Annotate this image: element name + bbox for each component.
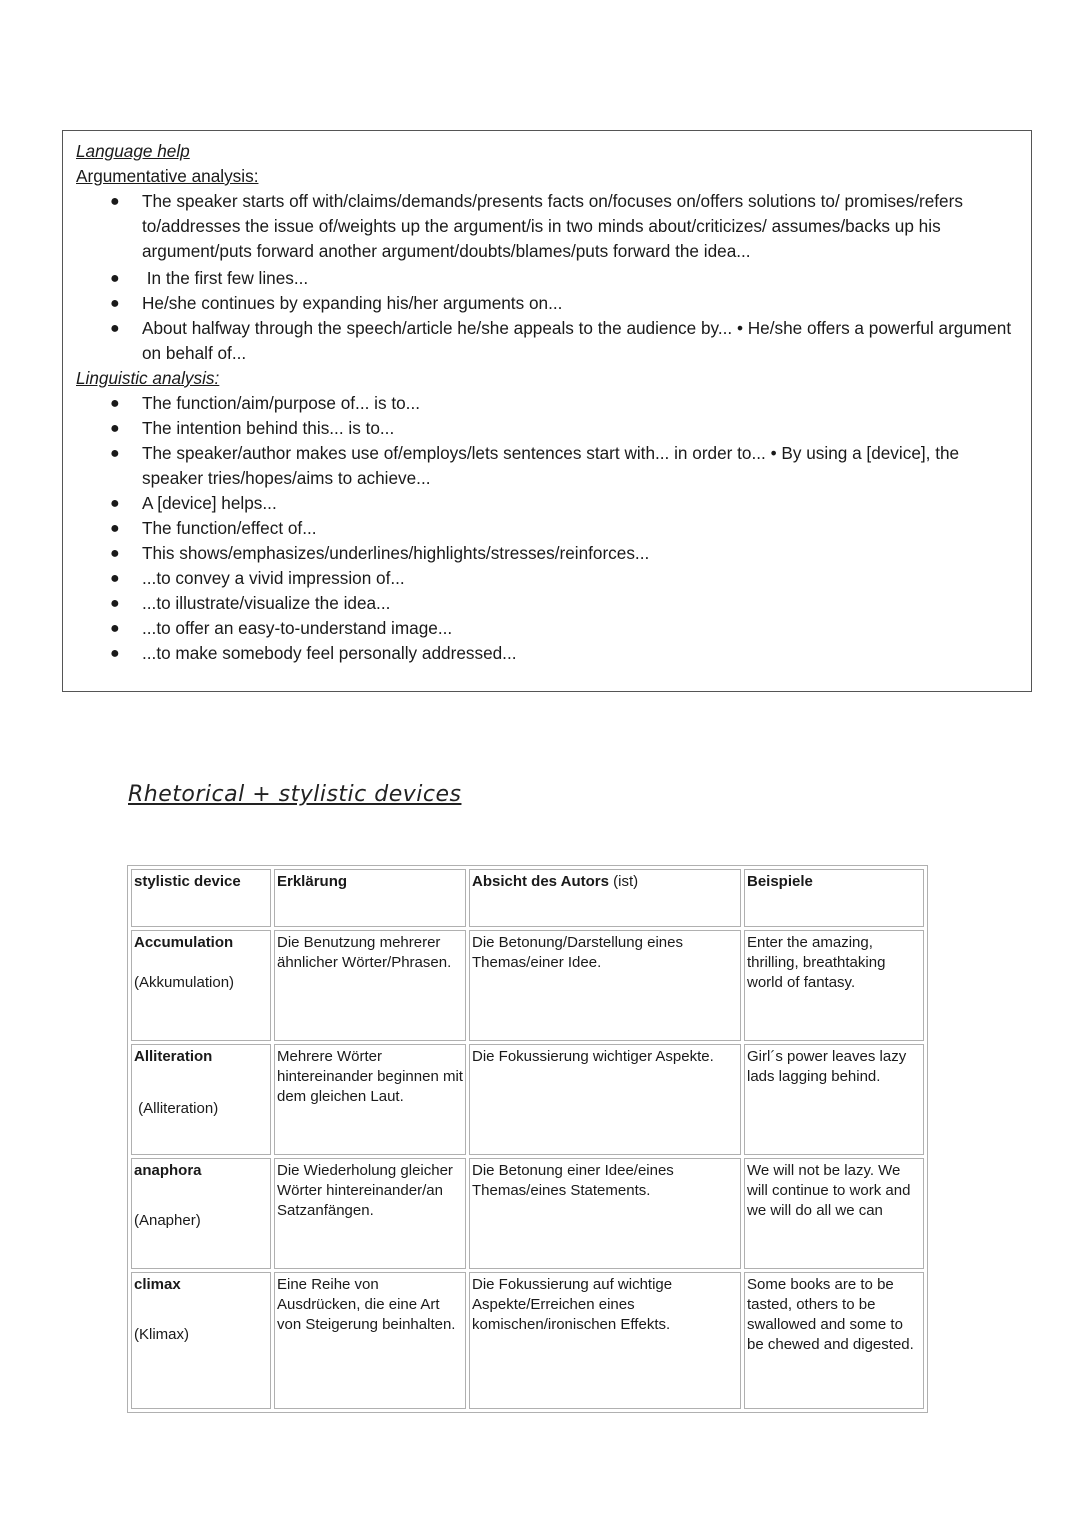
list-item: ● This shows/emphasizes/underlines/highlights/stresses/reinforces... — [76, 541, 1019, 566]
bullet-icon: ● — [110, 495, 120, 512]
bullet-icon: ● — [110, 545, 120, 562]
list-item: ● The function/effect of... — [76, 516, 1019, 541]
list-item: ● About halfway through the speech/article he/she appeals to the audience by... • He/she offers a powerful argument on behalf of... — [110, 318, 1012, 363]
list-item: ● ...to offer an easy-to-understand image... — [76, 616, 1019, 641]
header-explanation: Erklärung — [274, 869, 466, 927]
linguistic-list — [76, 391, 1019, 666]
explanation-cell: Eine Reihe von Ausdrücken, die eine Art von Steigerung beinhalten. — [274, 1272, 466, 1409]
device-cell: Alliteration (Alliteration) — [131, 1044, 271, 1155]
list-item: ● The speaker starts off with/claims/demands/presents facts on/focuses on/offers solutions to/ promises/refers to/addresses the issue of/weights up the argument/is in two minds about/criticizes/ assumes/backs up his argument/puts forward another argument/doubts/blames/puts forward the idea... — [110, 191, 963, 261]
bullet-icon: ● — [110, 620, 120, 637]
example-cell: We will not be lazy. We will continue to work and we will do all we can — [744, 1158, 924, 1269]
list-item: ● ...to illustrate/visualize the idea... — [76, 591, 1019, 616]
explanation-cell: Die Wiederholung gleicher Wörter hintereinander/an Satzanfängen. — [274, 1158, 466, 1269]
example-cell: Girl´s power leaves lazy lads lagging behind. — [744, 1044, 924, 1155]
list-item: ● A [device] helps... — [76, 491, 1019, 516]
device-cell: Accumulation (Akkumulation) — [131, 930, 271, 1041]
table-header-row — [131, 869, 924, 927]
bullet-icon: ● — [110, 270, 120, 287]
example-cell: Some books are to be tasted, others to be swallowed and some to be chewed and digested. — [744, 1272, 924, 1409]
explanation-cell: Die Benutzung mehrerer ähnlicher Wörter/Phrasen. — [274, 930, 466, 1041]
intention-cell: Die Fokussierung wichtiger Aspekte. — [469, 1044, 741, 1155]
bullet-icon: ● — [110, 295, 120, 312]
devices-table — [127, 865, 928, 1413]
list-item: ● He/she continues by expanding his/her arguments on... — [76, 291, 1019, 316]
rhetorical-devices-title: Rhetorical + stylistic devices — [128, 782, 462, 807]
table-row — [131, 1158, 924, 1269]
list-item: ● ...to make somebody feel personally addressed... — [76, 641, 1019, 666]
table-row — [131, 930, 924, 1041]
explanation-cell: Mehrere Wörter hintereinander beginnen mit dem gleichen Laut. — [274, 1044, 466, 1155]
list-item: ● ...to convey a vivid impression of... — [76, 566, 1019, 591]
list-item: ● In the first few lines... — [76, 266, 1019, 291]
list-item: ● The function/aim/purpose of... is to... — [76, 391, 1019, 416]
bullet-icon: ● — [110, 570, 120, 587]
bullet-icon: ● — [110, 320, 120, 337]
table-row — [131, 1044, 924, 1155]
header-intention: Absicht des Autors (ist) — [469, 869, 741, 927]
device-cell: climax (Klimax) — [131, 1272, 271, 1409]
header-device: stylistic device — [131, 869, 271, 927]
bullet-icon: ● — [110, 445, 120, 462]
bullet-icon: ● — [110, 395, 120, 412]
example-cell: Enter the amazing, thrilling, breathtaking world of fantasy. — [744, 930, 924, 1041]
list-item: ● The intention behind this... is to... — [76, 416, 1019, 441]
bullet-icon: ● — [110, 645, 120, 662]
bullet-icon: ● — [110, 520, 120, 537]
device-cell: anaphora (Anapher) — [131, 1158, 271, 1269]
language-help-box — [62, 130, 1032, 692]
linguistic-heading: Linguistic analysis: — [76, 368, 220, 388]
table-row — [131, 1272, 924, 1409]
intention-cell: Die Betonung einer Idee/eines Themas/eines Statements. — [469, 1158, 741, 1269]
intention-cell: Die Betonung/Darstellung eines Themas/einer Idee. — [469, 930, 741, 1041]
bullet-icon: ● — [110, 193, 120, 210]
argumentative-list — [76, 189, 1019, 366]
intention-cell: Die Fokussierung auf wichtige Aspekte/Erreichen eines komischen/ironischen Effekts. — [469, 1272, 741, 1409]
bullet-icon: ● — [110, 595, 120, 612]
argumentative-heading: Argumentative analysis: — [76, 166, 259, 186]
bullet-icon: ● — [110, 420, 120, 437]
list-item: ● The speaker/author makes use of/employs/lets sentences start with... in order to... • By using a [device], the speaker tries/hopes/aims to achieve... — [110, 443, 960, 488]
language-help-title: Language help — [76, 141, 190, 161]
header-examples: Beispiele — [744, 869, 924, 927]
